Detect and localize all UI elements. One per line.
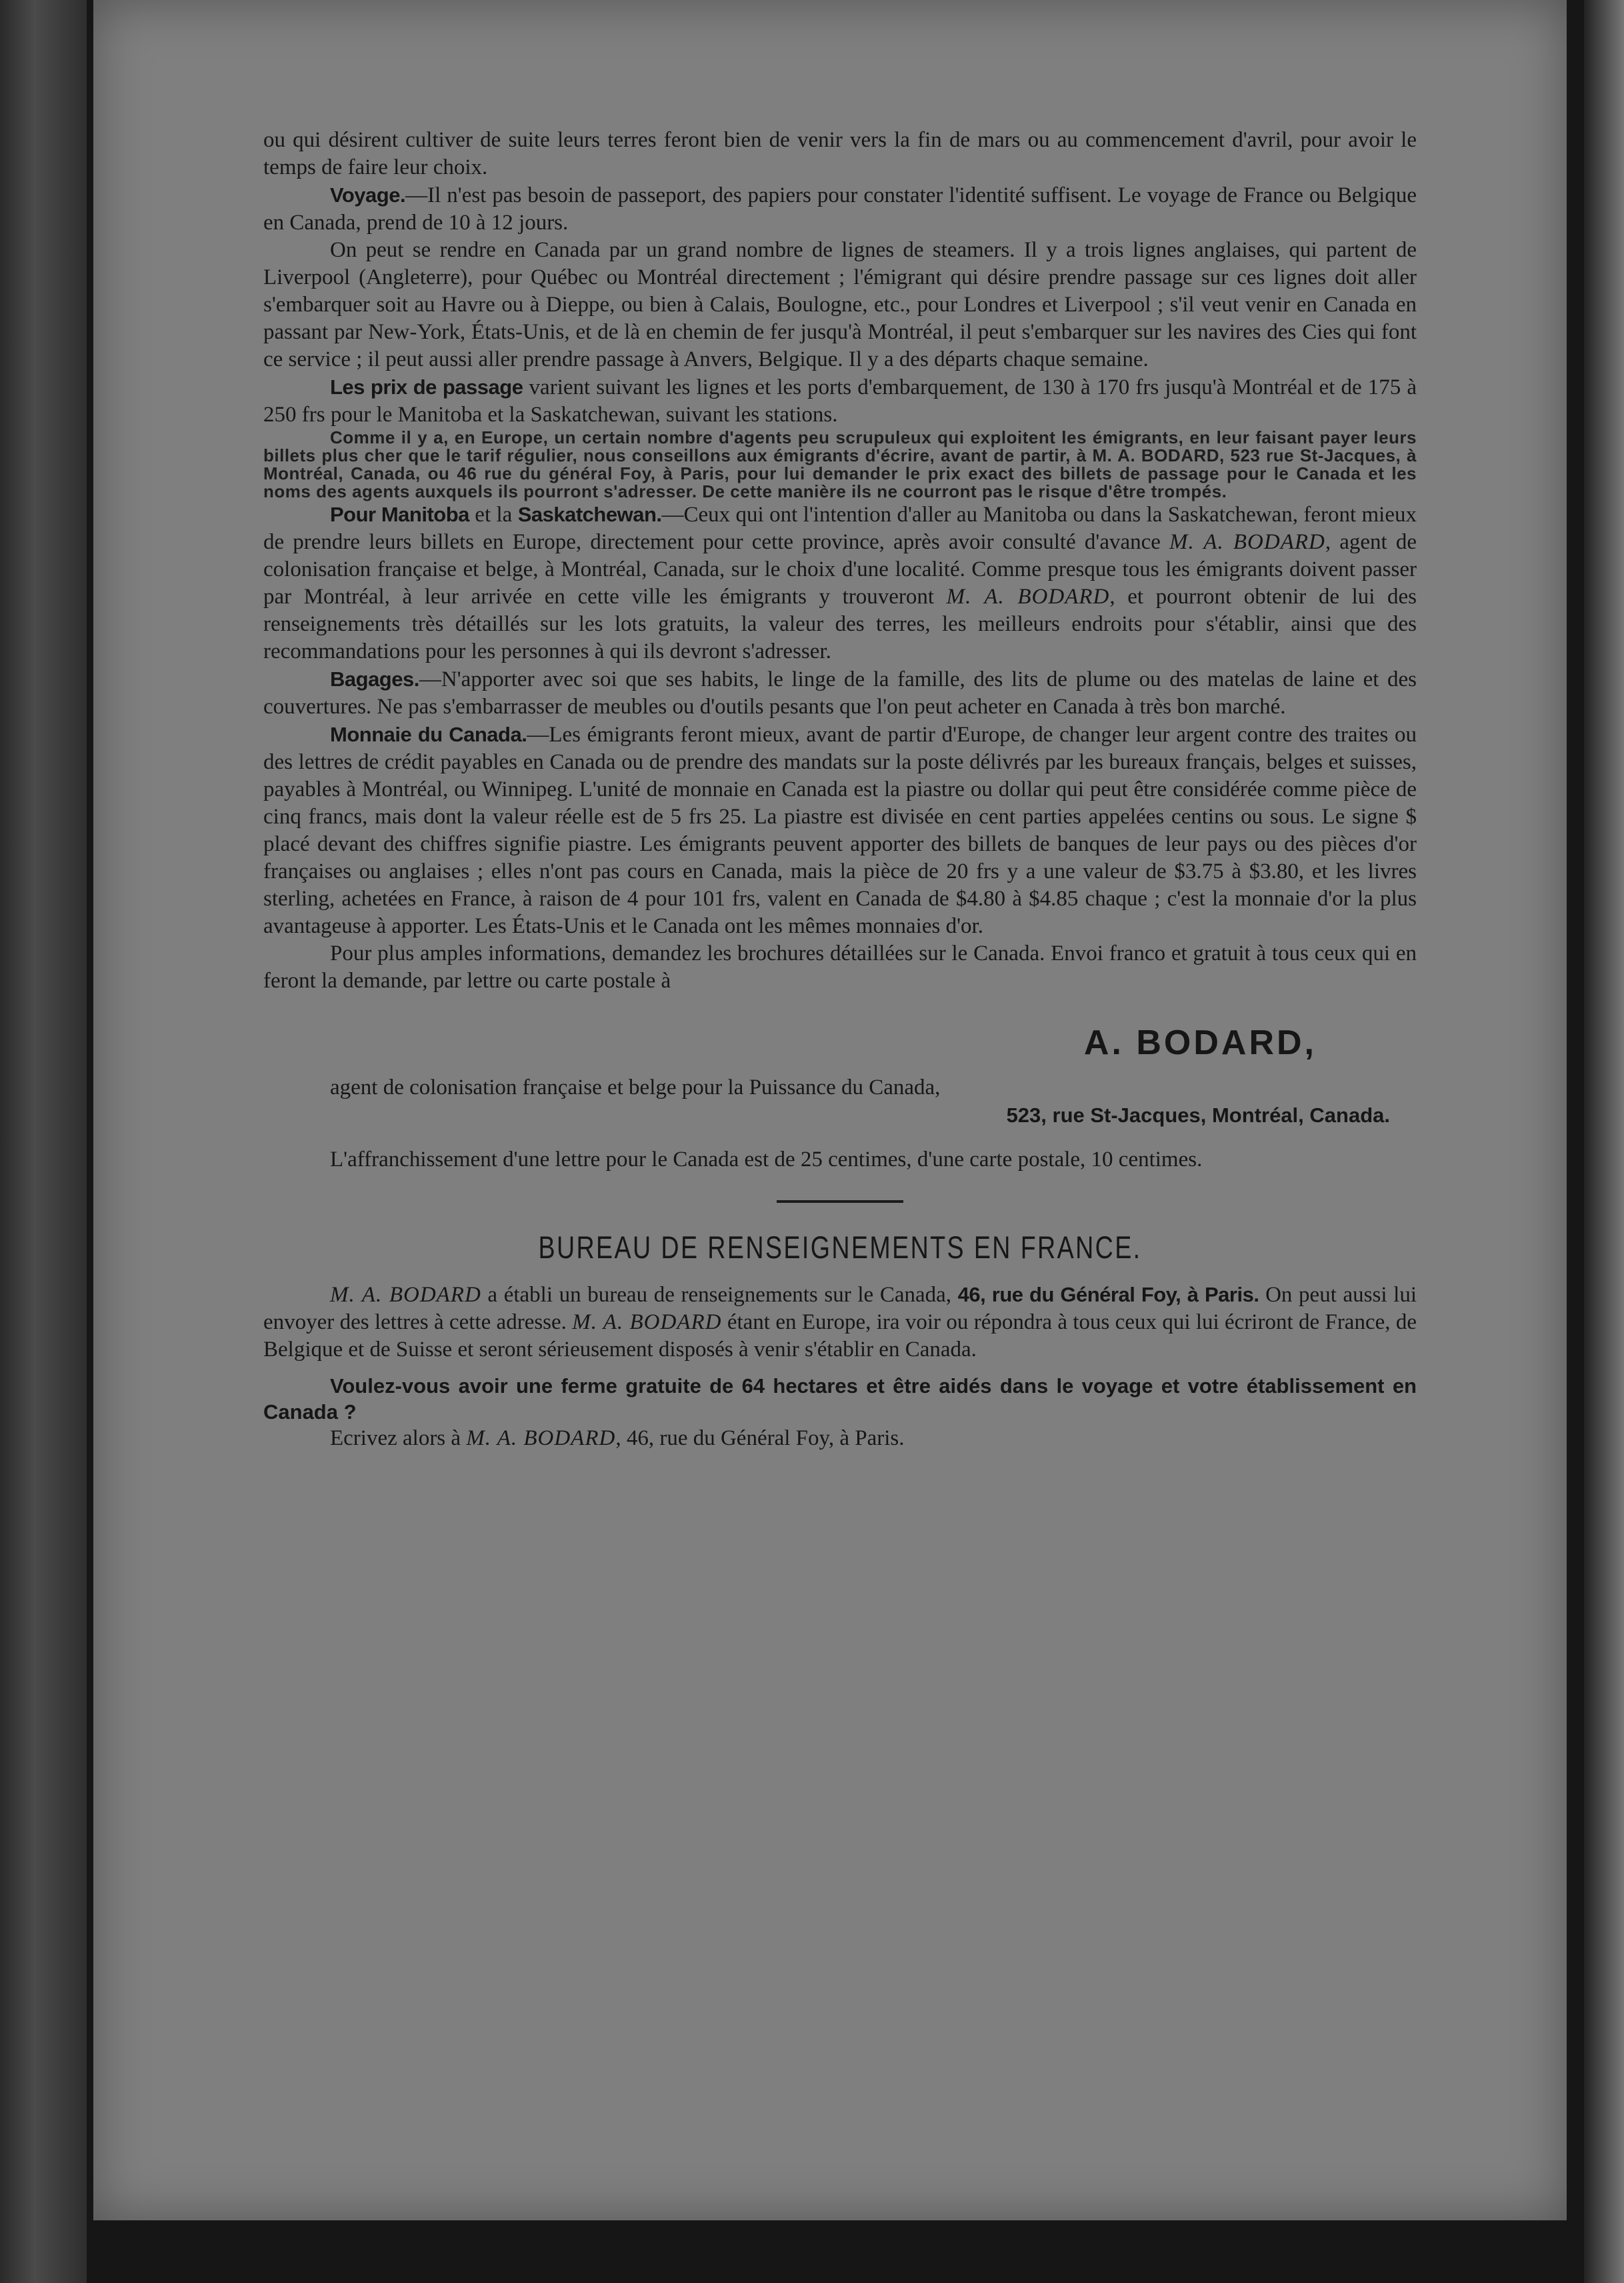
heading-manitoba: Pour Manitoba <box>330 503 469 526</box>
paragraph-manitoba <box>263 501 1417 665</box>
bagages-text: —N'apporter avec soi que ses habits, le linge de la famille, des lits de plume ou des matelas de laine et des couvertures. Ne pas s'embarrasser de meubles ou d'outils pesants que l'on peut acheter en Canada à très bon marché. <box>263 667 1417 719</box>
spacer <box>263 1129 1417 1146</box>
spacer <box>263 1364 1417 1373</box>
paragraph-intro: ou qui désirent cultiver de suite leurs terres feront bien de venir vers la fin de mars ou au commencement d'avril, pour avoir le temps de faire leur choix. <box>263 128 1417 179</box>
paragraph-ecrivez <box>263 1425 1417 1452</box>
paragraph-voyage <box>263 181 1417 237</box>
bureau-text-2: On peut aussi lui envoyer des lettres à cette adresse. <box>263 1283 1417 1334</box>
manitoba-text-1: —Ceux qui ont l'intention d'aller au Manitoba ou dans la Saskatchewan, feront mieux de prendre leurs billets en Europe, directement pour cette province, après avoir consulté d'avance <box>263 503 1417 554</box>
heading-monnaie: Monnaie du Canada. <box>330 723 527 746</box>
paragraph-prix <box>263 373 1417 429</box>
signature-title: agent de colonisation française et belge pour la Puissance du Canada, <box>330 1075 941 1099</box>
paragraph-bureau <box>263 1281 1417 1364</box>
bureau-address: 46, rue du Général Foy, à Paris. <box>957 1283 1259 1306</box>
bureau-name-1: M. A. BODARD <box>330 1283 481 1307</box>
heading-voyage: Voyage. <box>330 183 406 207</box>
bureau-name-2: M. A. BODARD <box>572 1310 722 1334</box>
heading-saskatchewan: Saskatchewan. <box>517 503 662 526</box>
paragraph-informations: Pour plus amples informations, demandez les brochures détaillées sur le Canada. Envoi franco et gratuit à tous ceux qui en feront la demande, par lettre ou carte postale à <box>263 941 1417 993</box>
page-text <box>263 127 1417 1452</box>
monnaie-text: —Les émigrants feront mieux, avant de partir d'Europe, de changer leur argent contre des traites ou des lettres de crédit payables en Canada ou de prendre des mandats sur la poste délivrés par les bureaux français, belges et suisses, payables à Montréal, ou Winnipeg. L'unité de monnaie en Canada est la piastre ou dollar qui peut être considérée comme pièce de cinq francs, mais dont la valeur réelle est de 5 frs 25. La piastre est divisée en cent parties appelées centins ou sous. Le signe $ placé devant des chiffres signifie piastre. Les émigrants peuvent apporter des billets de banques de leur pays ou des pièces d'or françaises ou anglaises ; elles n'ont pas cours en Canada, mais la pièce de 20 frs y a une valeur de $3.75 à $3.80, et les livres sterling, achetées en France, à raison de 4 pour 101 frs, valent en Canada de $4.80 à $4.85 chaque ; c'est la monnaie d'or la plus avantageuse à apporter. Les États-Unis et le Canada ont les mêmes monnaies d'or. <box>263 723 1417 938</box>
heading-bagages: Bagages. <box>330 667 419 691</box>
divider-rule <box>777 1200 903 1203</box>
voyage-text: —Il n'est pas besoin de passeport, des papiers pour constater l'identité suffisent. Le voyage de France ou Belgique en Canada, prend de 10 à 12 jours. <box>263 183 1417 235</box>
bureau-text-3: étant en Europe, ira voir ou répondra à tous ceux qui lui écriront de France, de Belgique et de Suisse et seront sérieusement disposés à venir s'établir en Canada. <box>263 1310 1417 1362</box>
film-edge-left <box>0 0 87 2283</box>
manitoba-text-3: , et pourront obtenir de lui des renseignements très détaillés sur les lots gratuits, la valeur des terres, les meilleurs endroits pour s'établir, ainsi que des recommandations pour les personnes à qui ils devront s'adresser. <box>263 585 1417 663</box>
film-edge-right <box>1584 0 1624 2283</box>
ecrivez-post: , 46, rue du Général Foy, à Paris. <box>615 1426 905 1450</box>
ecrivez-pre: Ecrivez alors à <box>330 1426 467 1450</box>
bureau-title: BUREAU DE RENSEIGNEMENTS EN FRANCE. <box>538 1230 1142 1265</box>
manitoba-and: et la <box>469 503 518 527</box>
paragraph-affranchissement: L'affranchissement d'une lettre pour le Canada est de 25 centimes, d'une carte postale, 10 centimes. <box>330 1148 1203 1172</box>
prix-text: varient suivant les lignes et les ports d'embarquement, de 130 à 170 frs jusqu'à Montréal et de 175 à 250 frs pour le Manitoba et la Saskatchewan, suivant les stations. <box>263 375 1417 427</box>
manitoba-text-2: , agent de colonisation française et belge, à Montréal, Canada, sur le choix d'une localité. Comme presque tous les émigrants doivent passer par Montréal, à leur arrivée en cette ville les émigrants y trouveront <box>263 530 1417 609</box>
paragraph-bagages <box>263 665 1417 721</box>
manitoba-name-2: M. A. BODARD <box>946 585 1110 609</box>
manitoba-name-1: M. A. BODARD <box>1169 530 1325 554</box>
paragraph-voulez: Voulez-vous avoir une ferme gratuite de 64 hectares et être aidés dans le voyage et votre établissement en Canada ? <box>263 1374 1417 1424</box>
paragraph-monnaie <box>263 721 1417 940</box>
paragraph-warning: Comme il y a, en Europe, un certain nombre d'agents peu scrupuleux qui exploitent les émigrants, en leur faisant payer leurs billets plus cher que le tarif régulier, nous conseillons aux émigrants d'écrire, avant de partir, à M. A. BODARD, 523 rue St-Jacques, à Montréal, Canada, ou 46 rue du général Foy, à Paris, pour lui demander le prix exact des billets de passage pour le Canada et les noms des agents auxquels ils pourront s'adresser. De cette manière ils ne courront pas le risque d'être trompés. <box>263 427 1417 501</box>
signature-name: A. BODARD, <box>1083 1023 1317 1062</box>
signature-address: 523, rue St-Jacques, Montréal, Canada. <box>1006 1103 1390 1127</box>
paragraph-steamers: On peut se rendre en Canada par un grand nombre de lignes de steamers. Il y a trois lignes anglaises, qui partent de Liverpool (Angleterre), pour Québec ou Montréal directement ; l'émigrant qui désire prendre passage sur ces lignes doit aller s'embarquer soit au Havre ou à Dieppe, ou bien à Calais, Boulogne, etc., pour Londres et Liverpool ; s'il veut venir en Canada en passant par New-York, États-Unis, et de là en chemin de fer jusqu'à Montréal, il peut s'embarquer sur les navires des Cies qui font ce service ; il peut aussi aller prendre passage à Anvers, Belgique. Il y a des départs chaque semaine. <box>263 238 1417 371</box>
heading-prix: Les prix de passage <box>330 375 523 399</box>
bureau-text-1: a établi un bureau de renseignements sur le Canada, <box>481 1283 958 1307</box>
ecrivez-name: M. A. BODARD <box>466 1426 616 1450</box>
